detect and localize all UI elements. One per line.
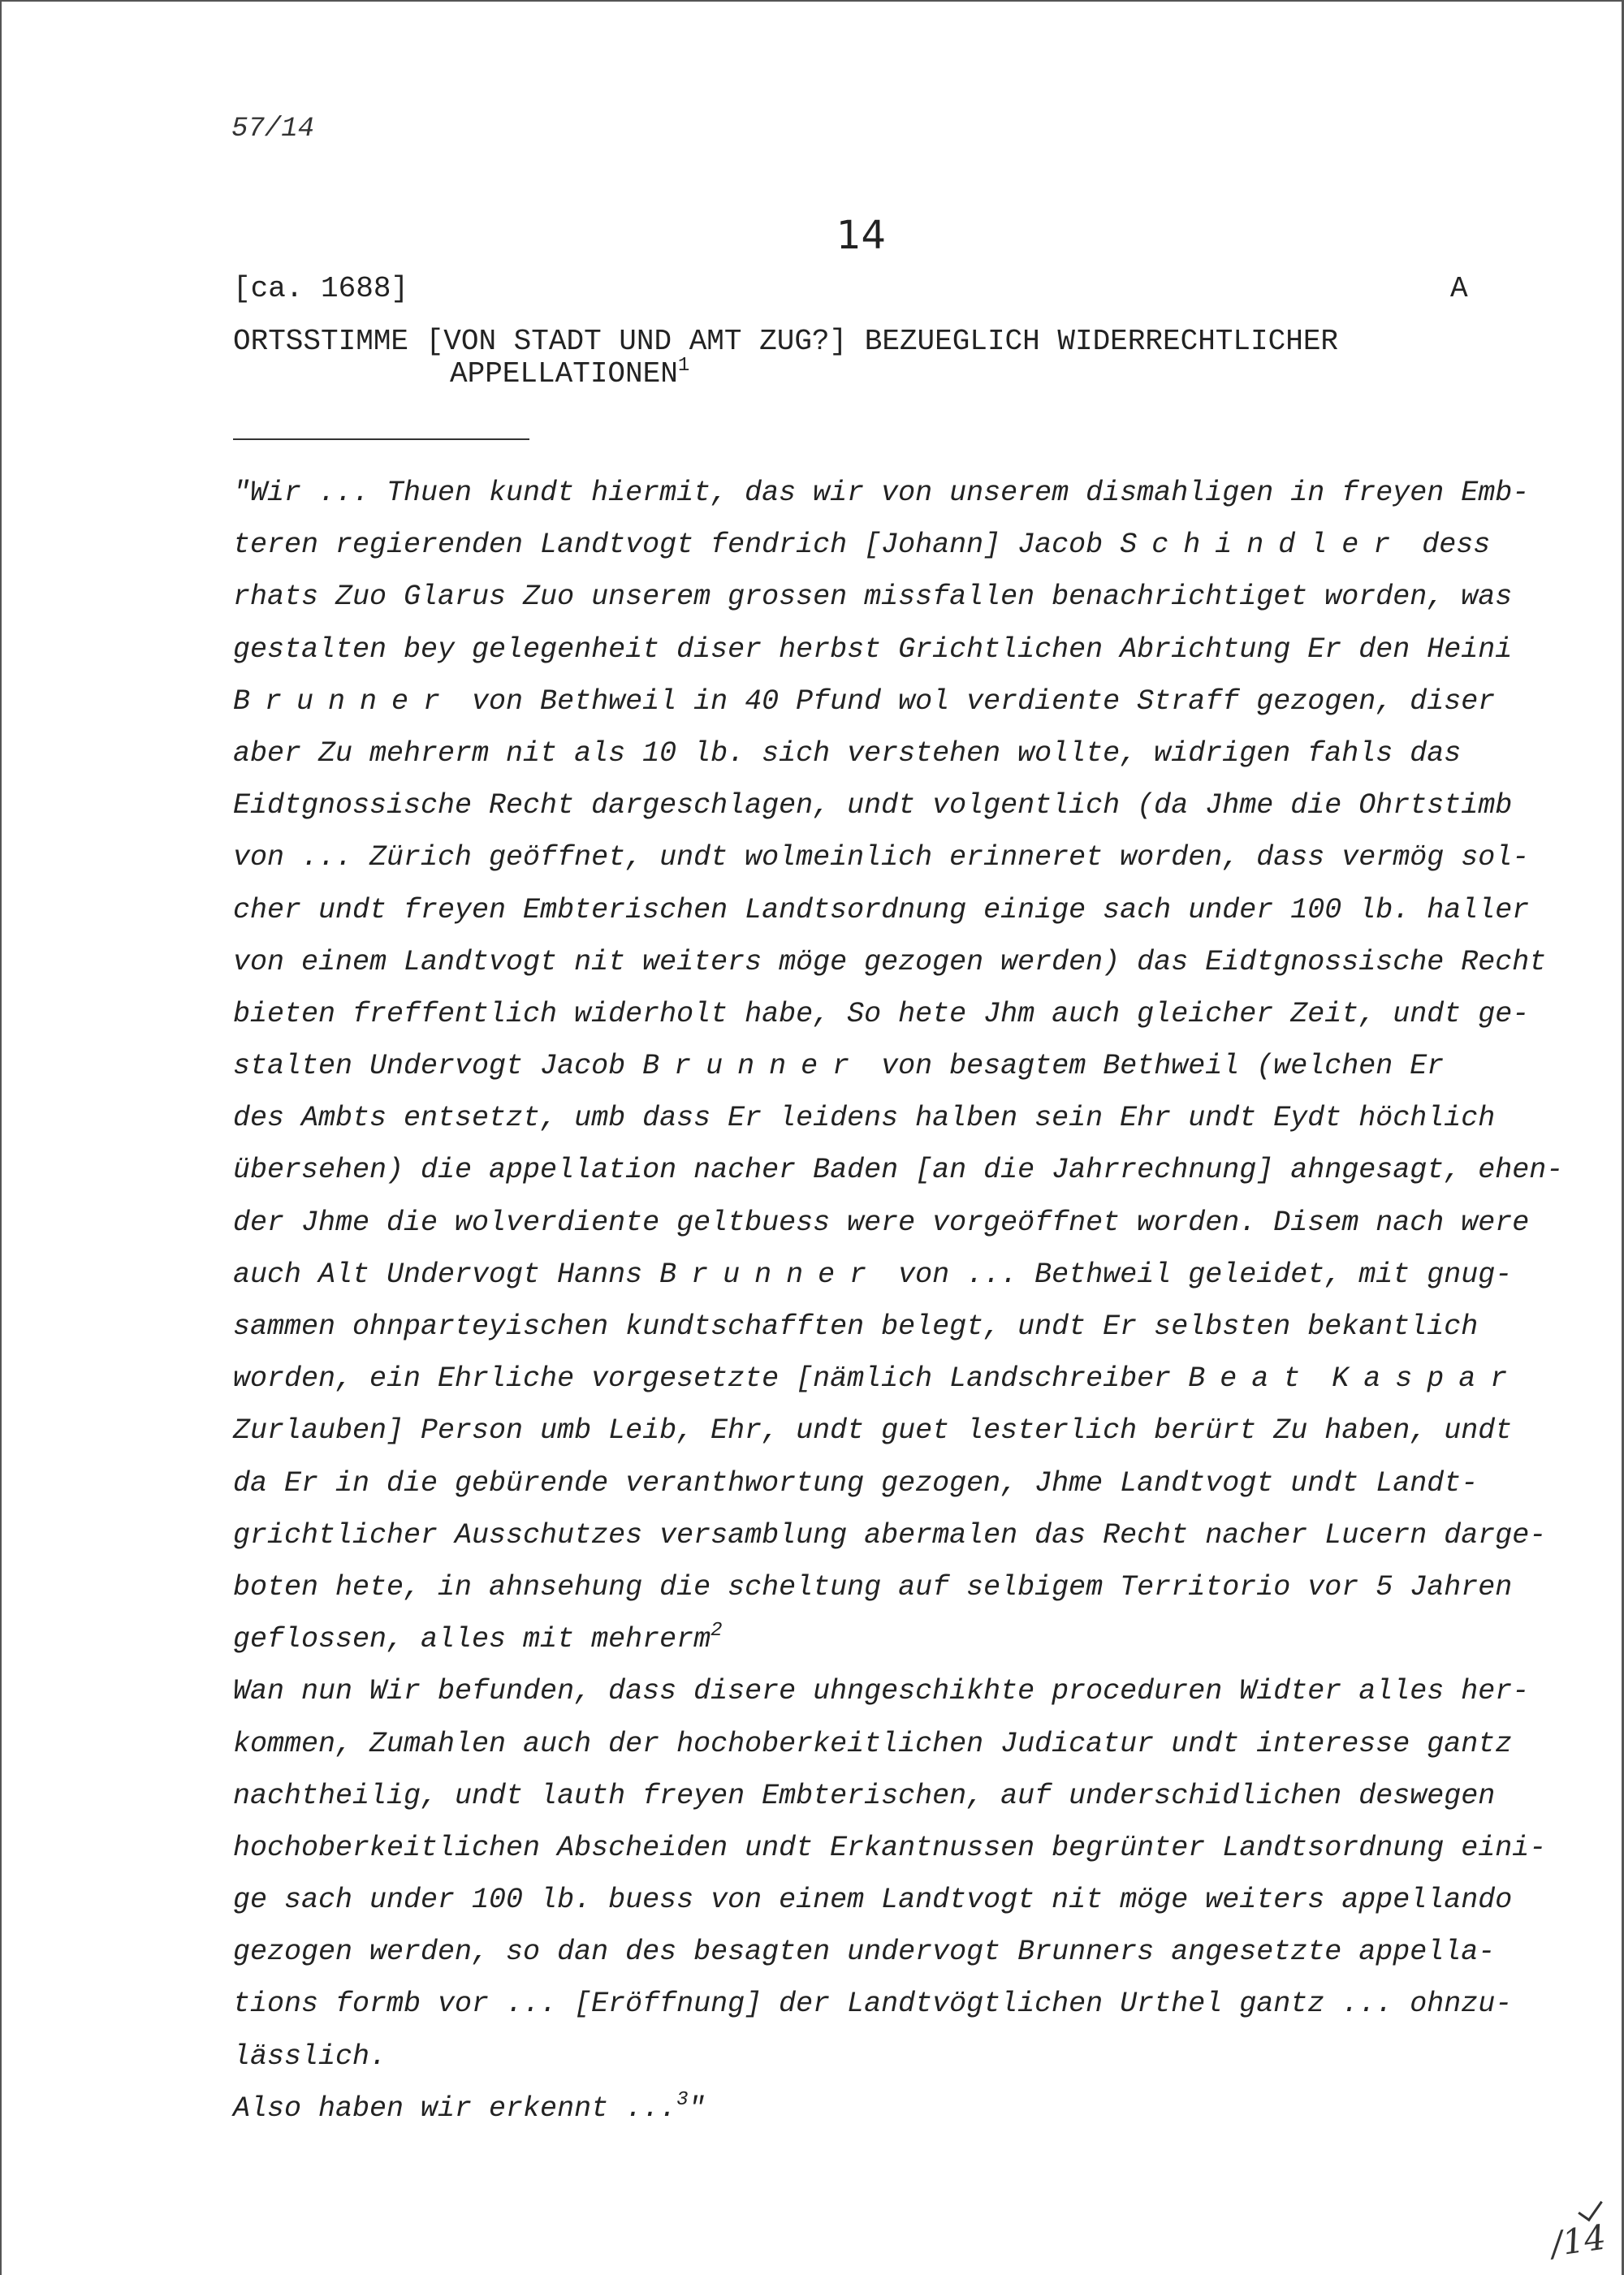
text-line: des Ambts entsetzt, umb dass Er leidens halben sein Ehr undt Eydt höchlich (233, 1102, 1496, 1135)
page-border-top (0, 0, 1624, 2)
document-letter: A (1450, 272, 1468, 305)
document-number: 14 (836, 213, 887, 258)
spaced-name: Brunner (642, 1050, 865, 1083)
text-line: Eidtgnossische Recht dargeschlagen, undt volgentlich (da Jhme die Ohrtstimb (233, 789, 1513, 822)
text-line: worden, ein Ehrliche vorgesetzte [nämlich Landschreiber Beat Kaspar (233, 1362, 1522, 1396)
document-date: [ca. 1688] (233, 272, 409, 305)
text-line: nachtheilig, undt lauth freyen Embterischen, auf underschidlichen deswegen (233, 1779, 1496, 1812)
document-title-line1: ORTSSTIMME [VON STADT UND AMT ZUG?] BEZUEGLICH WIDERRECHTLICHER (233, 325, 1339, 358)
text-line: aber Zu mehrerm nit als 10 lb. sich verstehen wollte, widrigen fahls das (233, 736, 1462, 770)
text-line: kommen, Zumahlen auch der hochoberkeitlichen Judicatur undt interesse gantz (233, 1727, 1513, 1760)
text-line: stalten Undervogt Jacob Brunner von besagtem Bethweil (welchen Er (233, 1050, 1445, 1083)
text-line: geflossen, alles mit mehrerm$^2$ (233, 1620, 723, 1656)
text-line: auch Alt Undervogt Hanns Brunner von ... Bethweil geleidet, mit gnug- (233, 1258, 1513, 1291)
text-line: gestalten bey gelegenheit diser herbst Grichtlichen Abrichtung Er den Heini (233, 632, 1513, 666)
text-line: teren regierenden Landtvogt fendrich [Johann] Jacob Schindler dess (233, 529, 1491, 562)
reference-number: 57/14 (231, 114, 315, 145)
document-title-line2 (450, 357, 689, 391)
text-line: bieten freffentlich widerholt habe, So hete Jhm auch gleicher Zeit, undt ge- (233, 997, 1530, 1030)
text-line: der Jhme die wolverdiente geltbuess were vorgeöffnet worden. Disem nach were (233, 1206, 1530, 1239)
spaced-name: Schindler (1120, 529, 1406, 562)
text-line: cher undt freyen Embterischen Landtsordnung einige sach under 100 lb. haller (233, 893, 1530, 926)
footnote-marker: 1 (677, 355, 690, 377)
text-line: da Er in die gebürende veranthwortung gezogen, Jhme Landtvogt undt Landt- (233, 1466, 1479, 1500)
text-line: lässlich. (233, 2040, 387, 2073)
spaced-name: Brunner (659, 1258, 882, 1291)
text-line: grichtlicher Ausschutzes versamblung abermalen das Recht nacher Lucern darge- (233, 1518, 1547, 1552)
text-line: sammen ohnparteyischen kundtschafften belegt, undt Er selbsten bekantlich (233, 1310, 1479, 1343)
text-line: rhats Zuo Glarus Zuo unserem grossen missfallen benachrichtiget worden, was (233, 581, 1513, 614)
page-border-left (0, 0, 2, 2275)
handwritten-page-note: /14 (1548, 2217, 1609, 2264)
footnote-marker: 3 (676, 2088, 689, 2111)
spaced-name: Beat (1188, 1362, 1315, 1396)
text-line: Brunner von Bethweil in 40 Pfund wol verdiente Straff gezogen, diser (233, 684, 1496, 718)
text-line: tions formb vor ... [Eröffnung] der Landtvögtlichen Urthel gantz ... ohnzu- (233, 1988, 1513, 2021)
text-line: Wan nun Wir befunden, dass disere uhngeschikhte proceduren Widter alles her- (233, 1675, 1530, 1708)
text-line: Also haben wir erkennt ...$^3$" (233, 2088, 706, 2125)
footnote-marker: 2 (710, 1620, 723, 1643)
text-line: boten hete, in ahnsehung die scheltung auf selbigem Territorio vor 5 Jahren (233, 1570, 1513, 1604)
text-line: ge sach under 100 lb. buess von einem Landtvogt nit möge weiters appellando (233, 1884, 1513, 1917)
text-line: übersehen) die appellation nacher Baden [an die Jahrrechnung] ahngesagt, ehen- (233, 1154, 1564, 1187)
document-body (233, 467, 1564, 2135)
text-line: hochoberkeitlichen Abscheiden undt Erkantnussen begrünter Landtsordnung eini- (233, 1831, 1547, 1864)
text-line: von ... Zürich geöffnet, undt wolmeinlich erinneret worden, dass vermög sol- (233, 841, 1530, 874)
spaced-name: Kaspar (1332, 1362, 1522, 1396)
text-line: Zurlauben] Person umb Leib, Ehr, undt guet lesterlich berürt Zu haben, undt (233, 1414, 1513, 1448)
separator-rule (233, 438, 529, 440)
spaced-name: Brunner (233, 684, 456, 718)
text-line: von einem Landtvogt nit weiters möge gezogen werden) das Eidtgnossische Recht (233, 945, 1547, 978)
text-line: "Wir ... Thuen kundt hiermit, das wir von unserem dismahligen in freyen Emb- (233, 477, 1530, 509)
title-text: APPELLATIONEN (450, 357, 678, 391)
text-line: gezogen werden, so dan des besagten undervogt Brunners angesetzte appella- (233, 1936, 1496, 1969)
